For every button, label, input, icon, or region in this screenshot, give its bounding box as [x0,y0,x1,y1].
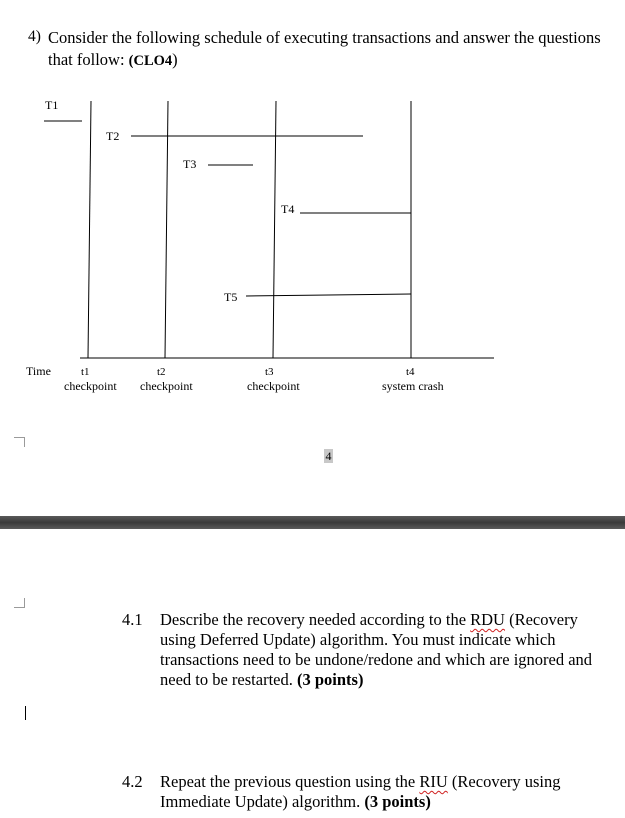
points-label: (3 points) [364,792,431,811]
time-point-t4-event: system crash [382,379,444,393]
timeline-t1 [88,101,91,358]
subquestion-text[interactable] [160,610,610,690]
timeline-t3 [273,101,276,358]
time-point-t4-label: t4 [406,366,415,378]
page-break-separator [0,516,625,529]
points-label: (3 points) [296,670,364,689]
time-point-t3-label: t3 [265,366,274,378]
transaction-label-t1: T1 [45,98,59,112]
transaction-bar-t5 [246,294,411,296]
time-point-t1-label: t1 [81,366,90,378]
transaction-label-t5: T5 [224,290,238,304]
subquestion-number: 4.2 [122,772,143,791]
time-axis-label: Time [26,364,51,378]
page-number: 4 [325,449,332,463]
subquestion-text-before: Repeat the previous question using the [160,772,420,791]
clo-tag-close: ) [172,50,178,69]
timeline-t2 [165,101,168,358]
margin-corner-mark-top [14,437,25,447]
time-point-t3-event: checkpoint [247,379,300,393]
subquestion-text-before: Describe the recovery needed according to the [160,610,471,629]
question-text-line1: Consider the following schedule of executing transactions and answer the questions [48,28,601,47]
question-text-prefix: that follow: [48,50,129,69]
clo-tag: (CLO4 [128,53,173,69]
subquestion-text-after: (Recovery using Deferred Update) algorithm. You must indicate which transactions need to be undone/redone and which are ignored and need to be restarted. [160,610,593,689]
spellcheck-flagged-word[interactable]: RIU [419,772,448,791]
time-point-t1-event: checkpoint [64,379,117,393]
subquestion-number: 4.1 [122,610,143,629]
transaction-label-t4: T4 [281,202,295,216]
transaction-label-t3: T3 [183,157,197,171]
transaction-label-t2: T2 [106,129,120,143]
time-point-t2-event: checkpoint [140,379,193,393]
subquestion-text[interactable] [160,772,610,812]
subquestion-text-after: (Recovery using Immediate Update) algorithm. [160,772,561,811]
question-number: 4) [28,28,41,45]
margin-corner-mark-bottom [14,598,25,608]
text-cursor[interactable] [25,706,26,720]
time-point-t2-label: t2 [157,366,166,378]
spellcheck-flagged-word[interactable]: RDU [470,610,505,629]
